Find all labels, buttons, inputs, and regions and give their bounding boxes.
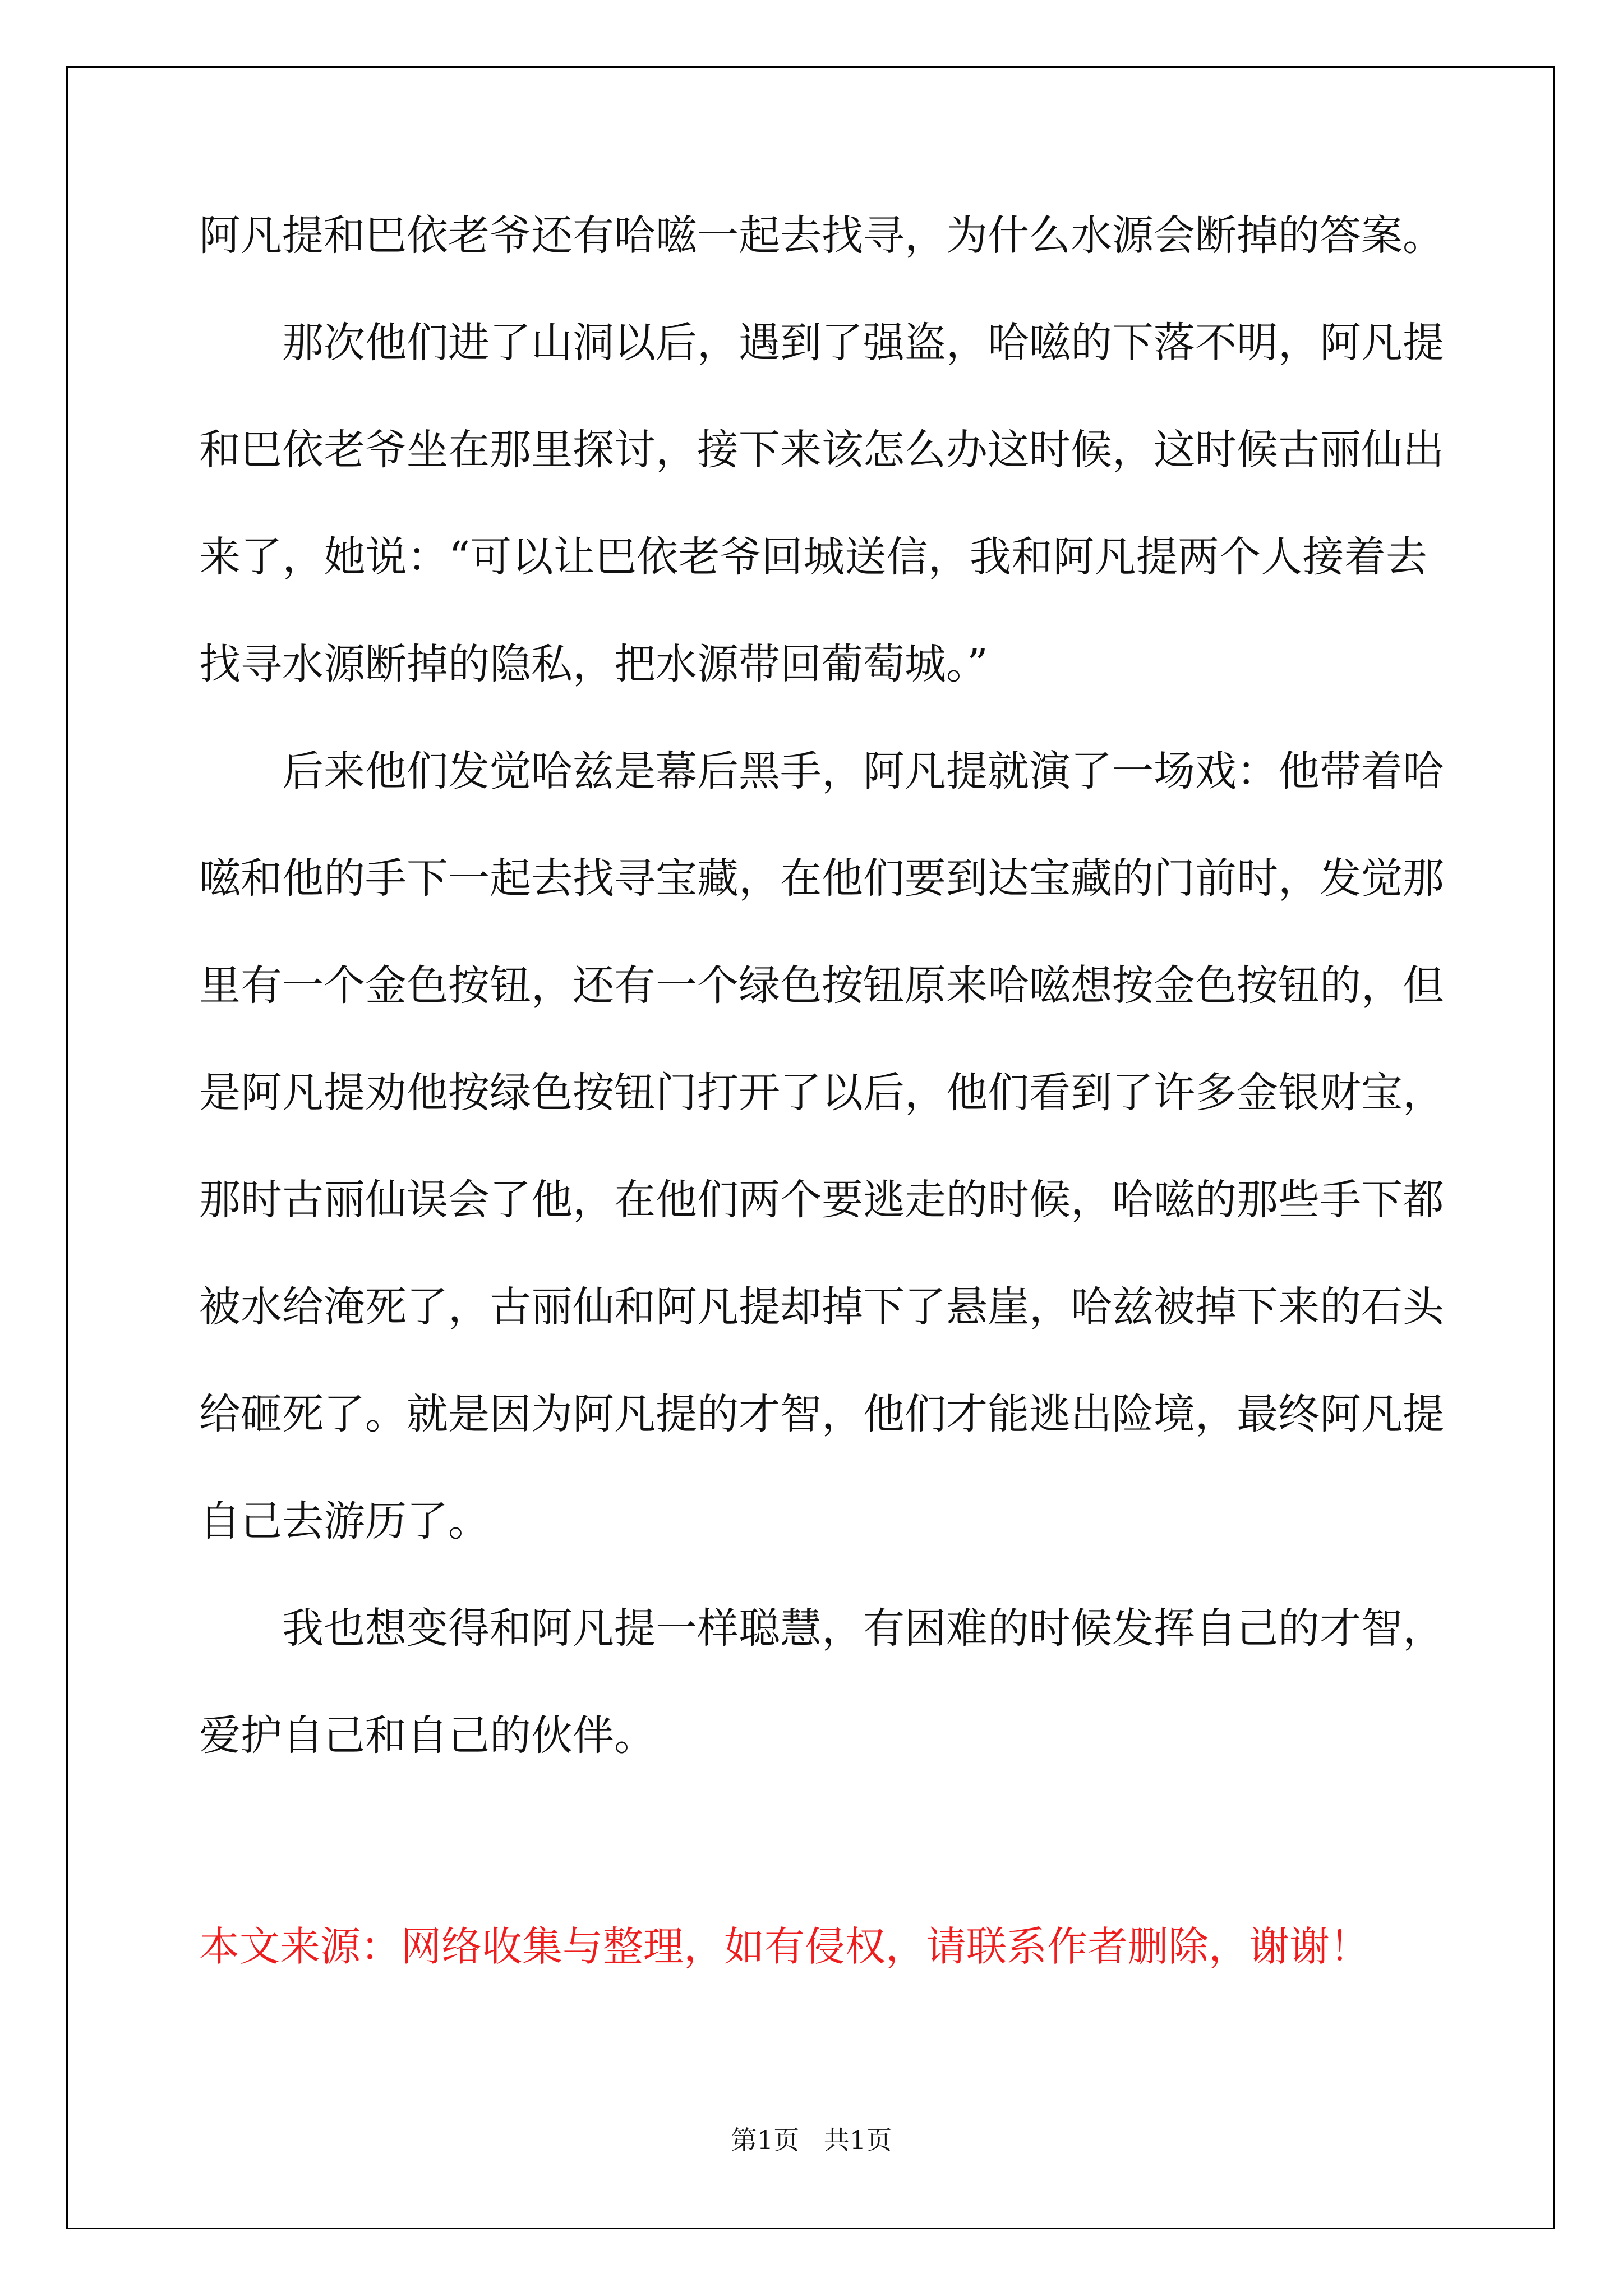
- paragraph-line: 后来他们发觉哈兹是幕后黑手，阿凡提就演了一场戏：他带着哈: [282, 747, 1444, 795]
- paragraph-line: 里有一个金色按钮，还有一个绿色按钮原来哈嗞想按金色按钮的，但: [199, 961, 1444, 1010]
- paragraph-line: 来了，她说：“可以让巴依老爷回城送信，我和阿凡提两个人接着去: [199, 533, 1427, 581]
- page-border: [66, 66, 1555, 2229]
- paragraph-line: 阿凡提和巴依老爷还有哈嗞一起去找寻，为什么水源会断掉的答案。: [199, 211, 1444, 260]
- paragraph-line: 我也想变得和阿凡提一样聪慧，有困难的时候发挥自己的才智，: [282, 1604, 1444, 1653]
- paragraph-line: 嗞和他的手下一起去找寻宝藏，在他们要到达宝藏的门前时，发觉那: [199, 854, 1444, 903]
- paragraph-line: 和巴依老爷坐在那里探讨，接下来该怎么办这时候，这时候古丽仙出: [199, 426, 1444, 474]
- paragraph-line: 给砸死了。就是因为阿凡提的才智，他们才能逃出险境，最终阿凡提: [199, 1390, 1444, 1438]
- paragraph-line: 找寻水源断掉的隐私，把水源带回葡萄城。”: [199, 640, 988, 688]
- paragraph-line: 那次他们进了山洞以后，遇到了强盗，哈嗞的下落不明，阿凡提: [282, 319, 1444, 367]
- source-notice: 本文来源：网络收集与整理，如有侵权，请联系作者删除，谢谢！: [199, 1923, 1371, 1970]
- paragraph-line: 是阿凡提劝他按绿色按钮门打开了以后，他们看到了许多金银财宝，: [199, 1069, 1444, 1117]
- paragraph-line: 自己去游历了。: [199, 1497, 490, 1545]
- paragraph-line: 爱护自己和自己的伙伴。: [199, 1711, 656, 1760]
- paragraph-line: 被水给淹死了，古丽仙和阿凡提却掉下了悬崖，哈兹被掉下来的石头: [199, 1283, 1444, 1331]
- page-number-footer: 第1页 共1页: [731, 2125, 892, 2155]
- paragraph-line: 那时古丽仙误会了他，在他们两个要逃走的时候，哈嗞的那些手下都: [199, 1176, 1444, 1224]
